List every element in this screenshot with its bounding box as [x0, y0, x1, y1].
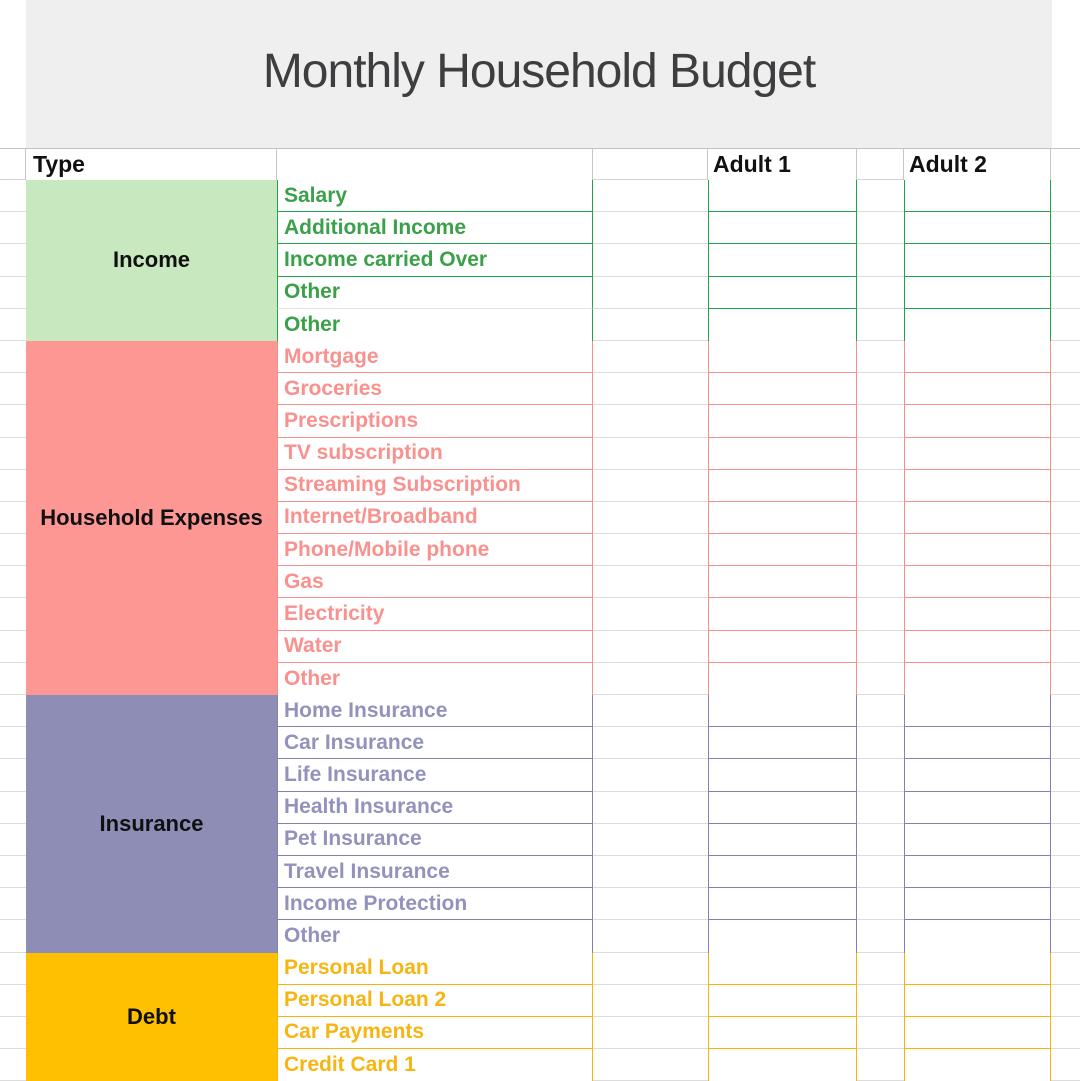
value-cell-adult1[interactable] — [708, 598, 857, 630]
item-cell[interactable]: Mortgage — [277, 341, 593, 373]
gap-cell-2 — [857, 470, 904, 502]
gap-cell-2 — [857, 149, 904, 180]
item-cell[interactable]: Prescriptions — [277, 405, 593, 437]
margin-cell-left — [0, 309, 26, 341]
value-cell-adult2[interactable] — [904, 373, 1051, 405]
margin-cell-right — [1051, 180, 1080, 212]
gap-cell-2 — [857, 727, 904, 759]
section-household-expenses — [0, 341, 1080, 695]
value-cell-adult1[interactable] — [708, 180, 857, 212]
item-cell[interactable]: Health Insurance — [277, 792, 593, 824]
margin-cell-right — [1051, 920, 1080, 952]
section-debt — [0, 953, 1080, 1081]
gap-cell — [593, 244, 708, 276]
gap-cell — [593, 598, 708, 630]
value-cell-adult2[interactable] — [904, 663, 1051, 695]
item-cell[interactable]: Home Insurance — [277, 695, 593, 727]
gap-cell — [593, 405, 708, 437]
item-cell[interactable]: Other — [277, 309, 593, 341]
margin-cell-left — [0, 341, 26, 373]
margin-cell-left — [0, 824, 26, 856]
gap-cell-2 — [857, 502, 904, 534]
margin-cell-right — [1051, 631, 1080, 663]
gap-cell-2 — [857, 985, 904, 1017]
gap-cell — [593, 663, 708, 695]
value-cell-adult2[interactable] — [904, 502, 1051, 534]
gap-cell — [593, 438, 708, 470]
row-label-type[interactable]: Type — [26, 149, 277, 180]
gap-cell — [593, 149, 708, 180]
margin-cell-left — [0, 792, 26, 824]
margin-cell-left — [0, 405, 26, 437]
margin-cell-right — [1051, 534, 1080, 566]
item-cell[interactable]: Water — [277, 631, 593, 663]
margin-cell-right — [1051, 856, 1080, 888]
value-cell-adult1[interactable] — [708, 824, 857, 856]
gap-cell — [593, 470, 708, 502]
value-cell-adult2[interactable] — [904, 953, 1051, 985]
value-cell-adult2[interactable] — [904, 180, 1051, 212]
category-cell[interactable] — [26, 180, 277, 341]
category-label: Household Expenses — [40, 505, 263, 531]
margin-cell-left — [0, 631, 26, 663]
value-cell-adult1[interactable] — [708, 405, 857, 437]
value-cell-adult1[interactable] — [708, 856, 857, 888]
margin-cell-left — [0, 534, 26, 566]
value-cell-adult1[interactable] — [708, 631, 857, 663]
value-cell-adult1[interactable] — [708, 277, 857, 309]
gap-cell-2 — [857, 212, 904, 244]
gap-cell-2 — [857, 792, 904, 824]
col-header-adult2[interactable]: Adult 2 — [904, 149, 1051, 180]
value-cell-adult1[interactable] — [708, 953, 857, 985]
gap-cell-2 — [857, 888, 904, 920]
gap-cell — [593, 856, 708, 888]
gap-cell-2 — [857, 856, 904, 888]
margin-cell-right — [1051, 953, 1080, 985]
value-cell-adult2[interactable] — [904, 244, 1051, 276]
margin-cell-right — [1051, 727, 1080, 759]
margin-cell-right — [1051, 888, 1080, 920]
gap-cell — [593, 1017, 708, 1049]
category-label: Debt — [127, 1004, 176, 1030]
item-cell[interactable]: Other — [277, 920, 593, 952]
gap-cell-2 — [857, 373, 904, 405]
margin-cell-left — [0, 212, 26, 244]
category-cell[interactable] — [26, 695, 277, 953]
margin-cell-left — [0, 888, 26, 920]
item-cell[interactable]: Car Insurance — [277, 727, 593, 759]
item-cell[interactable]: Groceries — [277, 373, 593, 405]
gap-cell-2 — [857, 920, 904, 952]
margin-cell-right — [1051, 985, 1080, 1017]
item-cell[interactable]: Streaming Subscription — [277, 470, 593, 502]
gap-cell — [593, 180, 708, 212]
gap-cell — [593, 534, 708, 566]
value-cell-adult1[interactable] — [708, 373, 857, 405]
value-cell-adult2[interactable] — [904, 438, 1051, 470]
item-cell[interactable]: Income Protection — [277, 888, 593, 920]
gap-cell-2 — [857, 663, 904, 695]
margin-cell-left — [0, 149, 26, 180]
value-cell-adult1[interactable] — [708, 438, 857, 470]
margin-cell-right — [1051, 759, 1080, 791]
gap-cell — [593, 631, 708, 663]
item-cell[interactable]: Electricity — [277, 598, 593, 630]
margin-cell-right — [1051, 277, 1080, 309]
item-cell[interactable]: Salary — [277, 180, 593, 212]
gap-cell — [593, 695, 708, 727]
gap-cell-2 — [857, 598, 904, 630]
value-cell-adult1[interactable] — [708, 1049, 857, 1081]
section-insurance — [0, 695, 1080, 953]
item-cell[interactable]: TV subscription — [277, 438, 593, 470]
margin-cell-right — [1051, 470, 1080, 502]
value-cell-adult2[interactable] — [904, 985, 1051, 1017]
item-cell[interactable]: Life Insurance — [277, 759, 593, 791]
value-cell-adult2[interactable] — [904, 1017, 1051, 1049]
value-cell-adult1[interactable] — [708, 470, 857, 502]
value-cell-adult2[interactable] — [904, 598, 1051, 630]
gap-cell-2 — [857, 534, 904, 566]
category-label: Income — [113, 247, 190, 273]
margin-cell-left — [0, 695, 26, 727]
margin-cell-right — [1051, 566, 1080, 598]
item-cell[interactable]: Credit Card 1 — [277, 1049, 593, 1081]
value-cell-adult2[interactable] — [904, 405, 1051, 437]
item-cell[interactable]: Other — [277, 277, 593, 309]
item-cell[interactable]: Travel Insurance — [277, 856, 593, 888]
gap-cell — [593, 373, 708, 405]
margin-cell-left — [0, 953, 26, 985]
value-cell-adult2[interactable] — [904, 534, 1051, 566]
value-cell-adult1[interactable] — [708, 212, 857, 244]
margin-cell-left — [0, 920, 26, 952]
value-cell-adult2[interactable] — [904, 566, 1051, 598]
budget-table — [0, 148, 1080, 1081]
margin-cell-left — [0, 856, 26, 888]
margin-cell-left — [0, 277, 26, 309]
value-cell-adult1[interactable] — [708, 727, 857, 759]
value-cell-adult2[interactable] — [904, 341, 1051, 373]
value-cell-adult2[interactable] — [904, 727, 1051, 759]
gap-cell — [593, 920, 708, 952]
margin-cell-right — [1051, 438, 1080, 470]
margin-cell-left — [0, 598, 26, 630]
margin-cell-right — [1051, 598, 1080, 630]
value-cell-adult2[interactable] — [904, 631, 1051, 663]
gap-cell-2 — [857, 631, 904, 663]
margin-cell-left — [0, 373, 26, 405]
gap-cell-2 — [857, 438, 904, 470]
gap-cell — [593, 759, 708, 791]
category-cell[interactable] — [26, 341, 277, 695]
item-cell[interactable]: Personal Loan — [277, 953, 593, 985]
margin-cell-right — [1051, 212, 1080, 244]
value-cell-adult1[interactable] — [708, 309, 857, 341]
title-band — [26, 0, 1052, 148]
gap-cell-2 — [857, 405, 904, 437]
value-cell-adult1[interactable] — [708, 759, 857, 791]
value-cell-adult1[interactable] — [708, 920, 857, 952]
gap-cell-2 — [857, 953, 904, 985]
item-cell[interactable]: Car Payments — [277, 1017, 593, 1049]
item-cell[interactable]: Personal Loan 2 — [277, 985, 593, 1017]
margin-cell-left — [0, 985, 26, 1017]
header-row — [0, 148, 1080, 180]
col-header-adult1[interactable]: Adult 1 — [708, 149, 857, 180]
value-cell-adult2[interactable] — [904, 888, 1051, 920]
margin-cell-right — [1051, 341, 1080, 373]
gap-cell-2 — [857, 1049, 904, 1081]
item-cell[interactable]: Phone/Mobile phone — [277, 534, 593, 566]
gap-cell — [593, 792, 708, 824]
value-cell-adult2[interactable] — [904, 277, 1051, 309]
gap-cell-2 — [857, 759, 904, 791]
gap-cell-2 — [857, 277, 904, 309]
value-cell-adult2[interactable] — [904, 695, 1051, 727]
margin-cell-right — [1051, 502, 1080, 534]
margin-cell-right — [1051, 1049, 1080, 1081]
value-cell-adult1[interactable] — [708, 695, 857, 727]
value-cell-adult2[interactable] — [904, 792, 1051, 824]
value-cell-adult2[interactable] — [904, 824, 1051, 856]
margin-cell-left — [0, 663, 26, 695]
gap-cell — [593, 824, 708, 856]
value-cell-adult1[interactable] — [708, 534, 857, 566]
margin-cell-left — [0, 1017, 26, 1049]
item-cell[interactable]: Additional Income — [277, 212, 593, 244]
margin-cell-right — [1051, 1017, 1080, 1049]
margin-cell-left — [0, 180, 26, 212]
gap-cell — [593, 341, 708, 373]
margin-cell-right — [1051, 695, 1080, 727]
margin-cell-right — [1051, 149, 1080, 180]
margin-cell-left — [0, 438, 26, 470]
value-cell-adult2[interactable] — [904, 212, 1051, 244]
value-cell-adult2[interactable] — [904, 1049, 1051, 1081]
value-cell-adult2[interactable] — [904, 470, 1051, 502]
item-cell[interactable]: Internet/Broadband — [277, 502, 593, 534]
item-cell[interactable]: Other — [277, 663, 593, 695]
item-cell[interactable]: Income carried Over — [277, 244, 593, 276]
value-cell-adult1[interactable] — [708, 341, 857, 373]
value-cell-adult2[interactable] — [904, 856, 1051, 888]
gap-cell-2 — [857, 695, 904, 727]
gap-cell — [593, 727, 708, 759]
gap-cell-2 — [857, 309, 904, 341]
margin-cell-right — [1051, 405, 1080, 437]
gap-cell — [593, 309, 708, 341]
margin-cell-left — [0, 470, 26, 502]
value-cell-adult1[interactable] — [708, 792, 857, 824]
margin-cell-right — [1051, 373, 1080, 405]
gap-cell — [593, 953, 708, 985]
gap-cell — [593, 985, 708, 1017]
gap-cell — [593, 277, 708, 309]
gap-cell-2 — [857, 180, 904, 212]
item-cell[interactable]: Pet Insurance — [277, 824, 593, 856]
margin-cell-left — [0, 759, 26, 791]
margin-cell-left — [0, 1049, 26, 1081]
gap-cell — [593, 1049, 708, 1081]
item-cell[interactable]: Gas — [277, 566, 593, 598]
margin-cell-right — [1051, 824, 1080, 856]
category-cell[interactable] — [26, 953, 277, 1081]
gap-cell-2 — [857, 341, 904, 373]
gap-cell-2 — [857, 566, 904, 598]
category-label: Insurance — [100, 811, 204, 837]
section-income — [0, 180, 1080, 341]
value-cell-adult1[interactable] — [708, 244, 857, 276]
gap-cell — [593, 502, 708, 534]
margin-cell-right — [1051, 244, 1080, 276]
gap-cell-2 — [857, 824, 904, 856]
gap-cell — [593, 888, 708, 920]
margin-cell-right — [1051, 309, 1080, 341]
margin-cell-left — [0, 244, 26, 276]
gap-cell — [593, 212, 708, 244]
value-cell-adult1[interactable] — [708, 888, 857, 920]
value-cell-adult1[interactable] — [708, 663, 857, 695]
gap-cell-2 — [857, 244, 904, 276]
value-cell-adult2[interactable] — [904, 759, 1051, 791]
page-title: Monthly Household Budget — [263, 44, 815, 99]
gap-cell — [593, 566, 708, 598]
value-cell-adult1[interactable] — [708, 566, 857, 598]
header-item-spacer — [277, 149, 593, 180]
margin-cell-left — [0, 566, 26, 598]
margin-cell-left — [0, 502, 26, 534]
gap-cell-2 — [857, 1017, 904, 1049]
margin-cell-right — [1051, 792, 1080, 824]
value-cell-adult1[interactable] — [708, 985, 857, 1017]
value-cell-adult1[interactable] — [708, 1017, 857, 1049]
margin-cell-left — [0, 727, 26, 759]
value-cell-adult1[interactable] — [708, 502, 857, 534]
value-cell-adult2[interactable] — [904, 920, 1051, 952]
margin-cell-right — [1051, 663, 1080, 695]
value-cell-adult2[interactable] — [904, 309, 1051, 341]
